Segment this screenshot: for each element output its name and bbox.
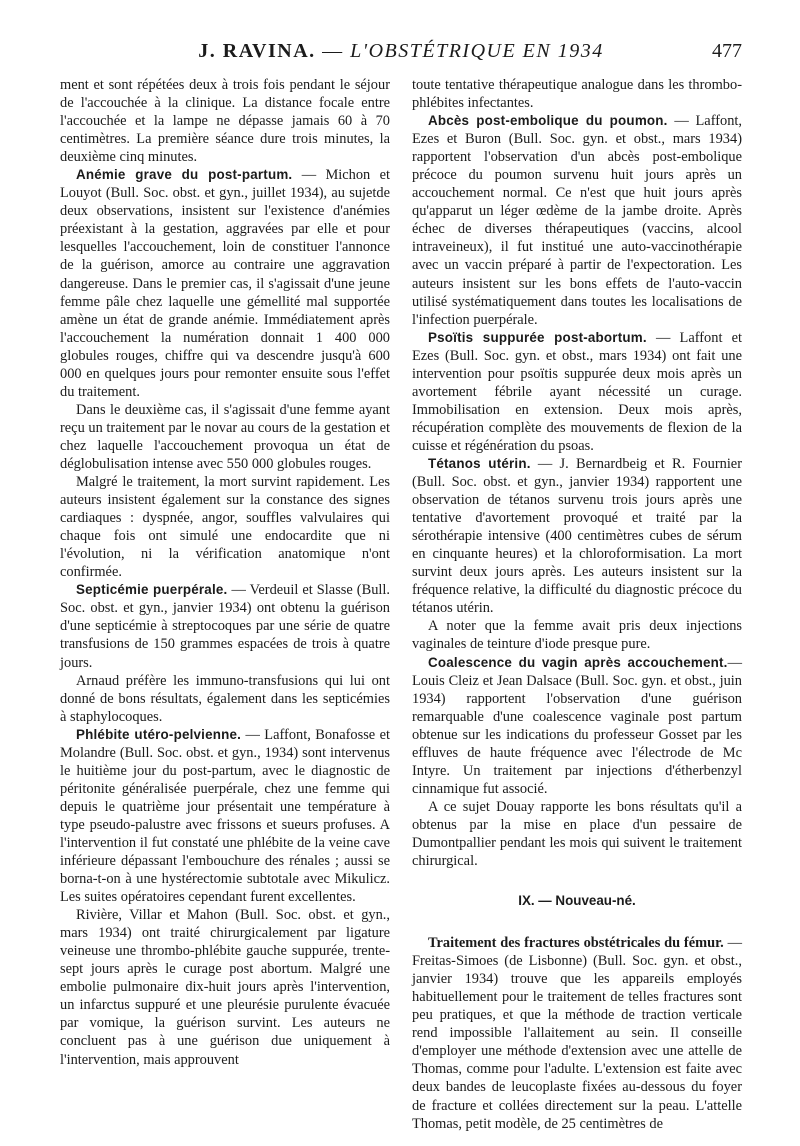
header-dash: — <box>322 40 344 62</box>
header-journal: L'OBSTÉTRIQUE EN 1934 <box>350 40 604 62</box>
paragraph: Arnaud préfère les immuno-transfusions qui lui ont donné de bons résultats, également dans les septicémies à staphylocoques. <box>60 672 390 725</box>
entry-heading: Tétanos utérin. <box>428 455 531 471</box>
entry-text: — Laffont, Bonafosse et Molandre (Bull. Soc. obst. et gyn., 1934) sont intervenus le huitième jour du post-partum, avec le diagnostic de péritonite généralisée puerpérale, chez une femme qui depuis le quatrième jour présentait une température à type pseudo-palustre avec frissons et sueurs profuses. A l'intervention il fut constaté une phlébite de la veine cave inférieure dépassant l'embouchure des rénales ; aussi se borna-t-on à une hystérectomie subtotale avec Mikulicz. Les suites opératoires cependant furent excellentes. <box>60 726 390 906</box>
entry-heading: Psoïtis suppurée post-abortum. <box>428 329 647 345</box>
running-title <box>60 40 742 63</box>
entry-anemie <box>60 166 390 401</box>
entry-coalescence <box>412 654 742 798</box>
entry-fractures <box>412 934 742 1133</box>
entry-heading: Coalescence du vagin après accouchement. <box>428 654 728 670</box>
entry-text: — Louis Cleiz et Jean Dalsace (Bull. Soc. gyn. et obst., juin 1934) rapportent l'observation d'une guérison remarquable d'une coalescence vaginale post partum obtenue sur les indications du professeur Gosset par les effluves de haute fréquence avec l'électrode de Mc Intyre. Un traitement par injections d'étherbenzyl cinnamique fut associé. <box>412 654 742 797</box>
entry-tetanos <box>412 455 742 617</box>
entry-heading: Traitement des fractures obstétricales du fémur. <box>428 935 724 952</box>
page-number: 477 <box>712 40 742 62</box>
entry-heading: Anémie grave du post-partum. <box>76 167 293 183</box>
paragraph: ment et sont répétées deux à trois fois pendant le séjour de l'accouchée à la clinique. La distance focale entre l'accouchée et la lampe ne dépasse jamais 60 à 70 centimètres. La première séance dure trois minutes, la deuxième cinq minutes. <box>60 77 390 166</box>
entry-text: — Michon et Louyot (Bull. Soc. obst. et gyn., juillet 1934), au sujetde deux observations, insistent sur l'existence d'anémies préexistant à la gestation, aggravées par elle et pour lesquelles l'accouchement, loin de constituer l'annonce de la guérison, amorce au contraire une aggravation dangereuse. Dans le premier cas, il s'agissait d'une jeune femme pâle chez laquelle une gémellité mal supportée amène un état de grande anémie. Immédiatement après l'accouchement la numération donnait 1 400 000 globules rouges, chiffre qui va descendre jusqu'à 600 000 en quelques jours pour remonter ensuite sous l'effet du traitement. <box>60 167 390 400</box>
entry-septicemie <box>60 581 390 671</box>
paragraph: toute tentative thérapeutique analogue dans les thrombo-phlébites infectantes. <box>412 77 742 112</box>
entry-text: — Laffont, Ezes et Buron (Bull. Soc. gyn. et obst., mars 1934) rapportent l'observation d'un abcès post-embolique précoce du poumon survenu huit jours après un accouchement normal. Ce n'est que huit jours après qu'apparut un léger œdème de la jambe droite. Après échec de diverses thérapeutiques (vaccins, alcool intraveineux), il fut institué une auto-vaccinothérapie avec un vaccin préparé à partir de l'expectoration. Les auteurs insistent sur les bons effets de l'auto-vaccin utilisé systématiquement dans toutes les localisations de l'infection puerpérale. <box>412 113 743 328</box>
entry-text: — Laffont et Ezes (Bull. Soc. gyn. et obst., mars 1934) ont fait une intervention pour psoïtis suppurée deux mois après un avortement fébrile ayant nécessité un curage. Immobilisation en extension. Deux mois après, récupération complète des mouvements de flexion de la cuisse et régénération du psoas. <box>412 329 743 454</box>
section-heading: IX. — Nouveau-né. <box>518 893 636 909</box>
paragraph: A noter que la femme avait pris deux injections vaginales de teinture d'iode presque pure. <box>412 618 742 653</box>
paragraph: Rivière, Villar et Mahon (Bull. Soc. obst. et gyn., mars 1934) ont traité chirurgicalement par ligature veineuse une thrombo-phlébite gauche suppurée, trente-sept jours après le curage post abortum. Malgré une embolie pulmonaire dix-huit jours après l'intervention, un infarctus suppuré et une pleurésie purulente évacuée par vomique, la guérison survint. Les auteurs ne concluent pas à une guérison due uniquement à l'intervention, mais approuvent <box>60 907 390 1068</box>
entry-heading: Septicémie puerpérale. <box>76 582 228 598</box>
header-author: J. RAVINA. <box>198 40 316 62</box>
paragraph: A ce sujet Douay rapporte les bons résultats qu'il a obtenus par la mise en place d'un pessaire de Dumontpallier pendant les mois qui suivent le traitement chirurgical. <box>412 798 742 870</box>
paragraph: Malgré le traitement, la mort survint rapidement. Les auteurs insistent également sur la constance des signes cardiaques : dyspnée, angor, souffles valvulaires qui chaque fois ont simulé une endocardite que ni l'évolution, ni la vérification anatomique n'ont confirmée. <box>60 474 390 581</box>
entry-abces <box>412 112 742 329</box>
entry-text: — Freitas-Simoes (de Lisbonne) (Bull. Soc. gyn. et obst., janvier 1934) trouve que les appareils employés habituellement pour le traitement de telles fractures sont peu pratiques, et que la méthode de traction verticale rend impossible l'allaitement au sein. Il conseille d'employer une méthode d'extension avec une attelle de Thomas, comme pour l'adulte. L'extension est faite avec deux bandes de leucoplaste fixées au-dessous du foyer de fracture et collées directement sur la peau. L'attelle Thomas, petit modèle, de 25 centimètres de <box>412 935 742 1132</box>
entry-phlebite <box>60 726 390 906</box>
left-column <box>60 76 390 1069</box>
running-header <box>60 40 742 72</box>
entry-heading: Phlébite utéro-pelvienne. <box>76 726 242 742</box>
entry-heading: Abcès post-embolique du poumon. <box>428 113 668 129</box>
right-column <box>412 76 742 1133</box>
paragraph: Dans le deuxième cas, il s'agissait d'une femme ayant reçu un traitement par le novar au cours de la gestation et chez laquelle l'accouchement provoqua un état de déglobulisation intense avec 550 000 globules rouges. <box>60 401 390 472</box>
entry-text: — J. Bernardbeig et R. Fournier (Bull. Soc. obst. et gyn., janvier 1934) rapportent une observation de tétanos survenu trois jours après une tentative d'avortement provoqué et traité par la sérothérapie intensive (400 centimètres cubes de sérum en cinquante heures) et la chloroformisation. La mort survint deux jours après. Les auteurs insistent sur la fréquence relative, la difficulté du diagnostic précoce du tétanos utérin. <box>412 455 742 617</box>
entry-psoitis <box>412 329 742 455</box>
entry-text: — Verdeuil et Slasse (Bull. Soc. obst. et gyn., janvier 1934) ont obtenu la guérison d'une septicémie à streptocoques par une série de quatre transfusions de 150 grammes espacées de trois à quatre jours. <box>60 582 390 671</box>
